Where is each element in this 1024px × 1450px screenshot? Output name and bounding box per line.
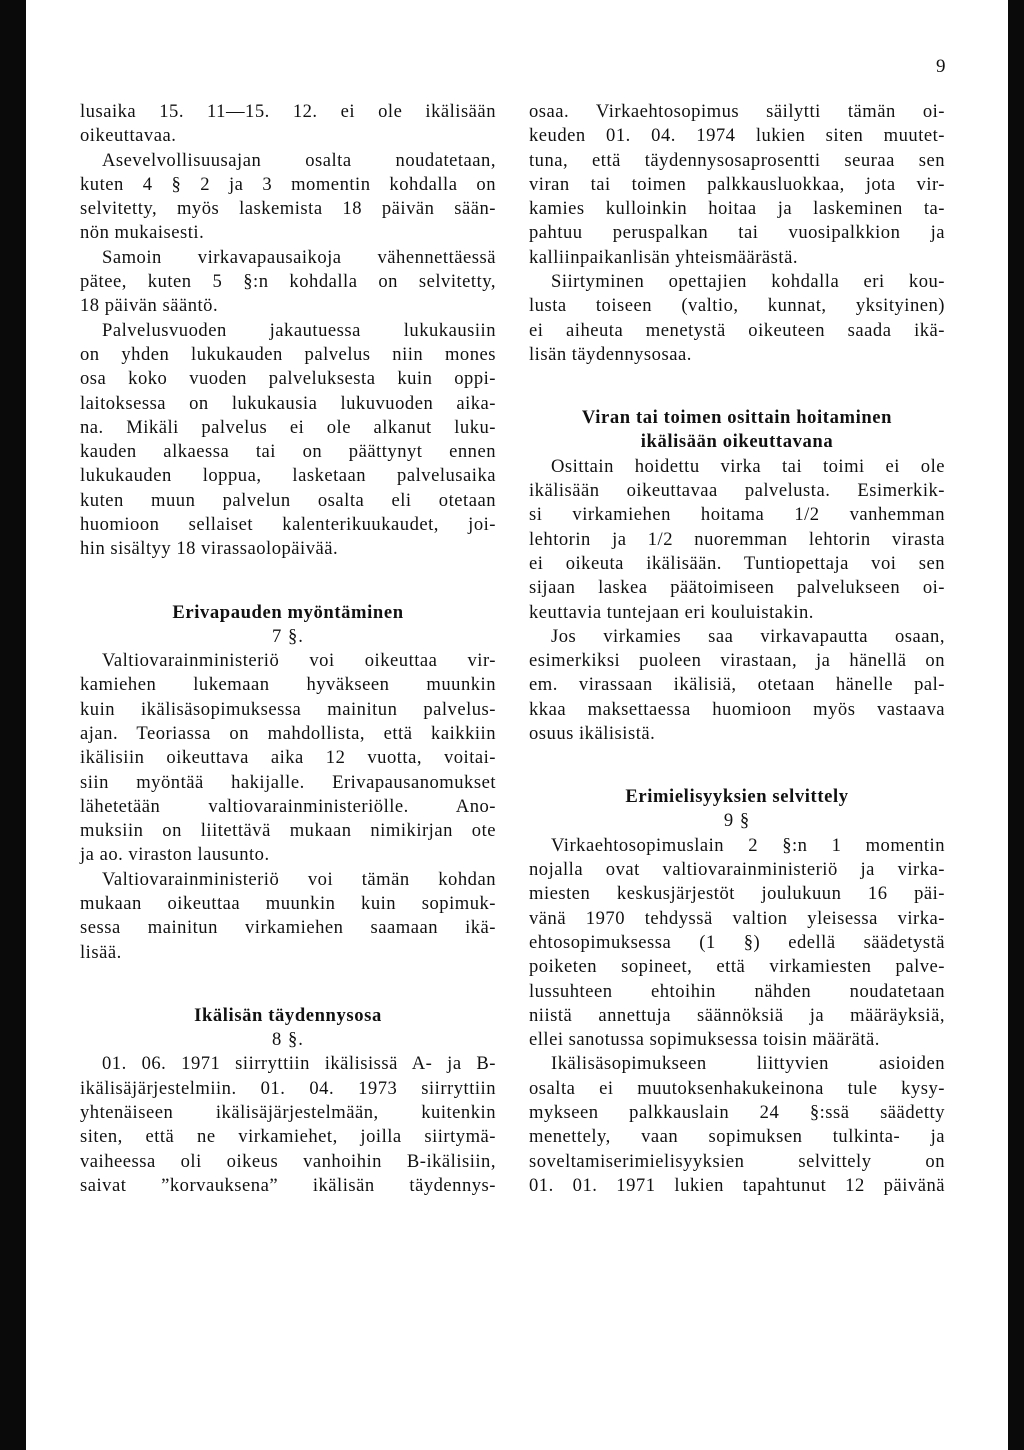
text-line: hin sisältyy 18 virassaolopäivää. bbox=[80, 538, 339, 560]
section-heading: Erivapauden myöntäminen bbox=[172, 601, 404, 623]
section-number: 9 § bbox=[723, 810, 751, 832]
scan-edge-left bbox=[0, 0, 26, 1450]
text-line: na. Mikäli palvelus ei ole alkanut luku- bbox=[80, 416, 496, 438]
text-line: Valtiovarainministeriö voi tämän kohdan bbox=[102, 868, 496, 890]
text-line: soveltamiserimielisyyksien selvittely on bbox=[529, 1150, 945, 1172]
text-line: on yhden lukukauden palvelus niin mones bbox=[80, 343, 496, 365]
text-line: yhtenäiseen ikälisäjärjestelmään, kuitenkin bbox=[80, 1102, 496, 1124]
text-line: saivat ”korvauksena” ikälisän täydennys- bbox=[80, 1174, 496, 1196]
text-line: ei oikeuta ikälisään. Tuntiopettaja voi sen bbox=[529, 552, 945, 574]
text-line: menettely, vaan sopimuksen tulkinta- ja bbox=[529, 1126, 945, 1148]
text-line: esimerkiksi puoleen virastaan, ja hänellä on bbox=[529, 650, 945, 672]
scan-edge-right bbox=[1008, 0, 1024, 1450]
text-line: si virkamiehen hoitama 1/2 vanhemman bbox=[529, 504, 945, 526]
text-line: lisän täydennysosaa. bbox=[529, 343, 692, 365]
text-line: mukaan oikeuttaa muunkin kuin sopimuk- bbox=[80, 893, 496, 915]
text-line: kalliinpaikanlisän yhteismäärästä. bbox=[529, 246, 798, 268]
text-line: keuden 01. 04. 1974 lukien siten muutet- bbox=[529, 125, 945, 147]
text-line: lusaika 15. 11—15. 12. ei ole ikälisään bbox=[80, 101, 496, 122]
text-line: Asevelvollisuusajan osalta noudatetaan, bbox=[102, 149, 496, 171]
text-line: nojalla ovat valtiovarainministeriö ja virka- bbox=[529, 859, 945, 881]
text-line: sijaan laskea päätoimiseen palvelukseen oi- bbox=[529, 577, 945, 599]
text-line: muksiin on liitettävä mukaan nimikirjan ote bbox=[80, 820, 496, 842]
text-line: pahtuu peruspalkan tai vuosipalkkion ja bbox=[529, 222, 945, 244]
left-text-column bbox=[80, 100, 496, 1198]
section-spacer bbox=[80, 965, 496, 1004]
text-line: sessa mainitun virkamiehen saamaan ikä- bbox=[80, 917, 496, 939]
text-line: vaiheessa oli oikeus vanhoihin B-ikälisiin, bbox=[80, 1150, 496, 1172]
section-spacer bbox=[529, 746, 945, 785]
text-line: oikeuttavaa. bbox=[80, 125, 177, 147]
text-line: nön mukaisesti. bbox=[80, 222, 205, 244]
text-line: 01. 01. 1971 lukien tapahtunut 12 päivänä bbox=[529, 1174, 945, 1196]
text-line: ja ao. viraston lausunto. bbox=[80, 844, 270, 866]
text-line: lussuhteen ehtoihin nähden noudatetaan bbox=[529, 980, 945, 1002]
text-line: siten, että ne virkamiehet, joilla siirtymä- bbox=[80, 1126, 496, 1148]
text-line: pätee, kuten 5 §:n kohdalla on selvitetty, bbox=[80, 271, 496, 293]
text-line: kauden alkaessa tai on päättynyt ennen bbox=[80, 441, 496, 463]
text-line: ei aiheuta menetystä oikeuteen saada ikä- bbox=[529, 319, 945, 341]
text-line: Palvelusvuoden jakautuessa lukukausiin bbox=[102, 319, 496, 341]
text-line: Osittain hoidettu virka tai toimi ei ole bbox=[551, 455, 945, 477]
text-line: tuna, että täydennysosaprosentti seuraa sen bbox=[529, 149, 945, 171]
text-line: huomioon sellaiset kalenterikuukaudet, joi- bbox=[80, 514, 496, 536]
text-line: selvitetty, myös laskemista 18 päivän sään- bbox=[80, 198, 496, 220]
section-spacer bbox=[80, 562, 496, 601]
text-line: niistä annettuja säännöksiä ja määräyksiä, bbox=[529, 1004, 945, 1026]
text-line: Jos virkamies saa virkavapautta osaan, bbox=[551, 625, 945, 647]
text-line: osalta ei muutoksenhakukeinona tule kysy- bbox=[529, 1077, 945, 1099]
text-line: ajan. Teoriassa on mahdollista, että kaikkiin bbox=[80, 723, 496, 744]
text-line: Valtiovarainministeriö voi oikeuttaa vir- bbox=[102, 650, 496, 672]
text-line: ellei sanotussa sopimuksessa toisin määrätä. bbox=[529, 1029, 880, 1051]
section-heading: Viran tai toimen osittain hoitaminen bbox=[581, 407, 893, 429]
text-line: osa koko vuoden palveluksesta kuin oppi- bbox=[80, 368, 496, 390]
text-line: lähetetään valtiovarainministeriölle. Ano- bbox=[80, 795, 496, 817]
text-line: Siirtyminen opettajien kohdalla eri kou- bbox=[551, 271, 945, 293]
text-line: lehtorin ja 1/2 nuoremman lehtorin virasta bbox=[529, 528, 945, 550]
text-line: Ikälisäsopimukseen liittyvien asioiden bbox=[551, 1053, 945, 1075]
text-line: kamiehen lukemaan hyväkseen muunkin bbox=[80, 674, 496, 696]
text-line: poiketen sopineet, että virkamiesten palve- bbox=[529, 956, 945, 978]
text-line: ikälisäjärjestelmiin. 01. 04. 1973 siirryttiin bbox=[80, 1077, 496, 1099]
text-line: kamies kulloinkin hoitaa ja laskeminen ta- bbox=[529, 198, 945, 220]
section-heading: Erimielisyyksien selvittely bbox=[625, 786, 849, 808]
text-line: mykseen palkkauslain 24 §:ssä säädetty bbox=[529, 1102, 945, 1124]
text-line: ikälisään oikeuttavaa palvelusta. Esimerkik- bbox=[529, 480, 945, 502]
text-line: vänä 1970 tehdyssä valtion yleisessa virka- bbox=[529, 907, 945, 929]
text-line: ehtosopimuksessa (1 §) edellä säädetystä bbox=[529, 931, 945, 953]
right-text-column bbox=[529, 100, 945, 1198]
text-line: kuin ikälisäsopimuksessa mainitun palvelus- bbox=[80, 698, 496, 720]
text-line: osaa. Virkaehtosopimus säilytti tämän oi- bbox=[529, 101, 945, 122]
text-line: ikälisiin oikeuttava aika 12 vuotta, voitai- bbox=[80, 747, 496, 769]
text-line: 01. 06. 1971 siirryttiin ikälisissä A- ja B- bbox=[102, 1053, 496, 1075]
section-spacer bbox=[529, 367, 945, 406]
page-number: 9 bbox=[936, 56, 947, 77]
text-line: kkaa maksettaessa huomioon myös vastaava bbox=[529, 698, 945, 720]
section-number: 8 §. bbox=[272, 1029, 304, 1051]
section-heading: Ikälisän täydennysosa bbox=[194, 1004, 382, 1026]
text-line: lukukauden loppua, lasketaan palvelusaika bbox=[80, 465, 496, 487]
text-line: kuten 4 § 2 ja 3 momentin kohdalla on bbox=[80, 173, 496, 195]
text-line: em. virassaan ikälisiä, otetaan hänelle pal- bbox=[529, 674, 945, 696]
text-line: Samoin virkavapausaikoja vähennettäessä bbox=[102, 246, 496, 268]
text-line: 18 päivän sääntö. bbox=[80, 295, 219, 317]
text-line: siin myöntää hakijalle. Erivapausanomukset bbox=[80, 771, 496, 793]
text-line: viran tai toimen palkkausluokkaa, jota vir- bbox=[529, 173, 945, 195]
section-number: 7 §. bbox=[272, 625, 304, 647]
section-heading: ikälisään oikeuttavana bbox=[640, 431, 834, 453]
text-line: miesten keskusjärjestöt joulukuun 16 päi- bbox=[529, 883, 945, 905]
text-line: osuus ikälisistä. bbox=[529, 723, 656, 744]
text-line: laitoksessa on lukukausia lukuvuoden aika- bbox=[80, 392, 496, 414]
text-line: lisää. bbox=[80, 941, 122, 963]
text-line: Virkaehtosopimuslain 2 §:n 1 momentin bbox=[551, 834, 945, 856]
text-line: lusta toiseen (valtio, kunnat, yksityinen) bbox=[529, 295, 945, 317]
text-line: keuttavia tuntejaan eri kouluistakin. bbox=[529, 601, 814, 623]
text-line: kuten muun palvelun osalta eli otetaan bbox=[80, 489, 496, 511]
